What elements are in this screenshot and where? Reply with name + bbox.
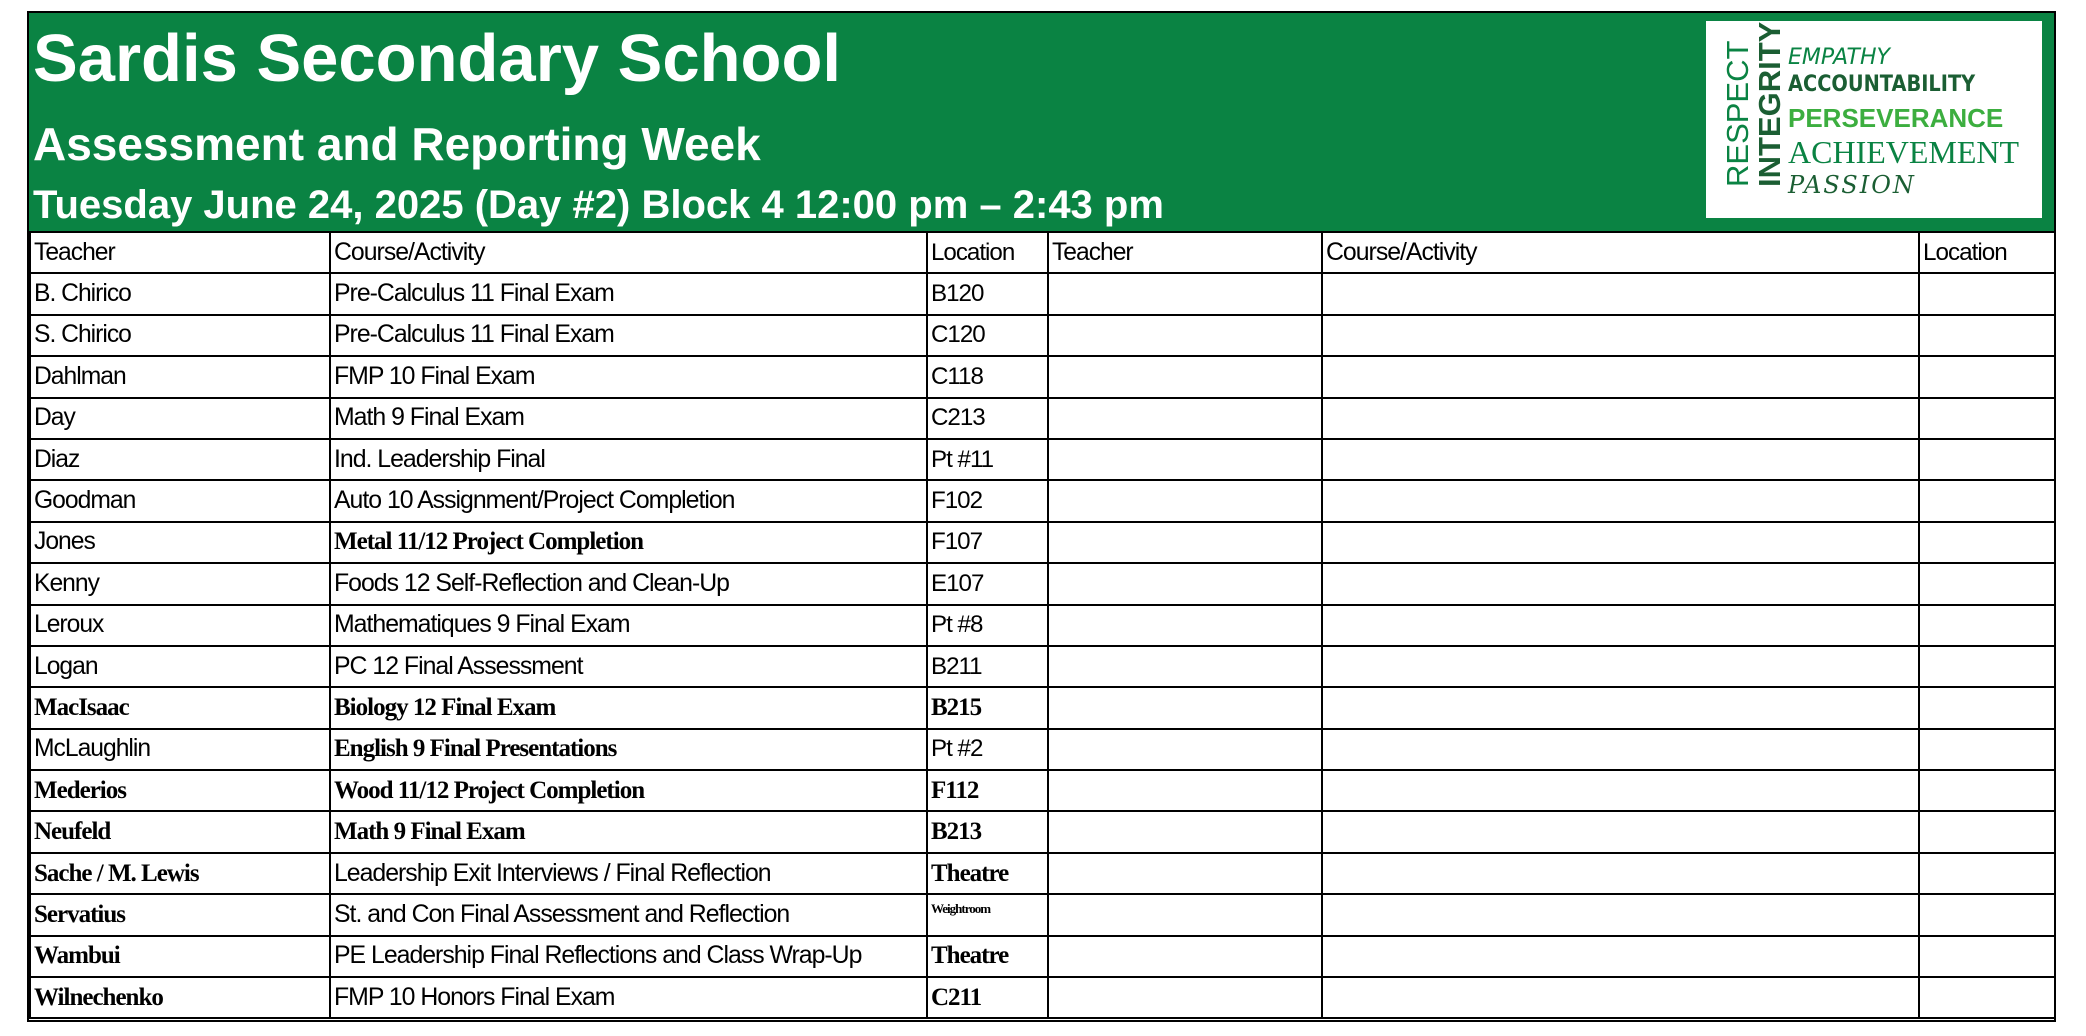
- location-cell: C213: [927, 398, 1048, 439]
- table-row: [30, 853, 2055, 894]
- page-subtitle: Assessment and Reporting Week: [33, 118, 761, 170]
- empty-course-cell: [1322, 770, 1919, 811]
- column-header-location-2: Location: [1919, 232, 2055, 273]
- location-cell: Theatre: [927, 936, 1048, 977]
- course-cell: FMP 10 Final Exam: [330, 356, 927, 397]
- empty-course-cell: [1322, 977, 1919, 1018]
- teacher-cell: Leroux: [30, 605, 330, 646]
- teacher-cell: Day: [30, 398, 330, 439]
- empty-location-cell: [1919, 522, 2055, 563]
- column-header-teacher-2: Teacher: [1048, 232, 1322, 273]
- table-row: [30, 273, 2055, 314]
- teacher-cell: Sache / M. Lewis: [30, 853, 330, 894]
- empty-location-cell: [1919, 770, 2055, 811]
- table-row: [30, 398, 2055, 439]
- teacher-cell: Logan: [30, 646, 330, 687]
- logo-word-integrity: INTEGRITY: [1752, 21, 1787, 187]
- teacher-cell: Wilnechenko: [30, 977, 330, 1018]
- column-header-course: Course/Activity: [330, 232, 927, 273]
- schedule-table: [29, 231, 2056, 1019]
- empty-course-cell: [1322, 811, 1919, 852]
- table-row: [30, 563, 2055, 604]
- empty-course-cell: [1322, 687, 1919, 728]
- course-cell: Metal 11/12 Project Completion: [330, 522, 927, 563]
- empty-teacher-cell: [1048, 480, 1322, 521]
- page-title: Sardis Secondary School: [33, 21, 841, 96]
- course-cell: Math 9 Final Exam: [330, 398, 927, 439]
- empty-teacher-cell: [1048, 811, 1322, 852]
- empty-location-cell: [1919, 977, 2055, 1018]
- teacher-cell: Goodman: [30, 480, 330, 521]
- course-cell: FMP 10 Honors Final Exam: [330, 977, 927, 1018]
- teacher-cell: Neufeld: [30, 811, 330, 852]
- column-header-location: Location: [927, 232, 1048, 273]
- empty-teacher-cell: [1048, 398, 1322, 439]
- empty-teacher-cell: [1048, 315, 1322, 356]
- location-cell: B120: [927, 273, 1048, 314]
- table-row: [30, 522, 2055, 563]
- empty-course-cell: [1322, 356, 1919, 397]
- location-cell: B215: [927, 687, 1048, 728]
- empty-teacher-cell: [1048, 605, 1322, 646]
- course-cell: Biology 12 Final Exam: [330, 687, 927, 728]
- location-cell: B211: [927, 646, 1048, 687]
- teacher-cell: MacIsaac: [30, 687, 330, 728]
- teacher-cell: Dahlman: [30, 356, 330, 397]
- logo-word-passion: PASSION: [1788, 171, 1916, 199]
- course-cell: PE Leadership Final Reflections and Class Wrap-Up: [330, 936, 927, 977]
- course-cell: Leadership Exit Interviews / Final Reflection: [330, 853, 927, 894]
- table-row: [30, 729, 2055, 770]
- schedule-table-wrap: [29, 231, 2054, 1020]
- teacher-cell: B. Chirico: [30, 273, 330, 314]
- course-cell: Foods 12 Self-Reflection and Clean-Up: [330, 563, 927, 604]
- empty-teacher-cell: [1048, 646, 1322, 687]
- empty-course-cell: [1322, 439, 1919, 480]
- location-cell: F107: [927, 522, 1048, 563]
- location-cell: Weightroom: [927, 894, 1048, 935]
- empty-course-cell: [1322, 398, 1919, 439]
- empty-teacher-cell: [1048, 729, 1322, 770]
- course-cell: Mathematiques 9 Final Exam: [330, 605, 927, 646]
- location-cell: F112: [927, 770, 1048, 811]
- empty-course-cell: [1322, 894, 1919, 935]
- empty-teacher-cell: [1048, 563, 1322, 604]
- empty-teacher-cell: [1048, 522, 1322, 563]
- course-cell: Auto 10 Assignment/Project Completion: [330, 480, 927, 521]
- empty-location-cell: [1919, 398, 2055, 439]
- table-row: [30, 770, 2055, 811]
- location-cell: Pt #8: [927, 605, 1048, 646]
- empty-course-cell: [1322, 480, 1919, 521]
- empty-location-cell: [1919, 853, 2055, 894]
- location-cell: C211: [927, 977, 1048, 1018]
- empty-teacher-cell: [1048, 687, 1322, 728]
- empty-teacher-cell: [1048, 356, 1322, 397]
- course-cell: PC 12 Final Assessment: [330, 646, 927, 687]
- table-row: [30, 605, 2055, 646]
- logo-word-achievement: ACHIEVEMENT: [1788, 134, 2020, 170]
- logo-word-accountability: ACCOUNTABILITY: [1788, 72, 1976, 97]
- logo-word-perseverance: PERSEVERANCE: [1788, 103, 2004, 133]
- empty-location-cell: [1919, 687, 2055, 728]
- column-header-course-2: Course/Activity: [1322, 232, 1919, 273]
- teacher-cell: S. Chirico: [30, 315, 330, 356]
- teacher-cell: Jones: [30, 522, 330, 563]
- table-row: [30, 439, 2055, 480]
- location-cell: B213: [927, 811, 1048, 852]
- teacher-cell: Wambui: [30, 936, 330, 977]
- empty-location-cell: [1919, 480, 2055, 521]
- empty-location-cell: [1919, 811, 2055, 852]
- teacher-cell: Kenny: [30, 563, 330, 604]
- empty-course-cell: [1322, 563, 1919, 604]
- course-cell: Pre-Calculus 11 Final Exam: [330, 315, 927, 356]
- empty-location-cell: [1919, 563, 2055, 604]
- empty-location-cell: [1919, 894, 2055, 935]
- empty-location-cell: [1919, 273, 2055, 314]
- course-cell: Wood 11/12 Project Completion: [330, 770, 927, 811]
- table-row: [30, 646, 2055, 687]
- table-header-row: [30, 232, 2055, 273]
- teacher-cell: Servatius: [30, 894, 330, 935]
- empty-course-cell: [1322, 936, 1919, 977]
- schedule-sheet: [27, 11, 2056, 1022]
- course-cell: Ind. Leadership Final: [330, 439, 927, 480]
- empty-teacher-cell: [1048, 936, 1322, 977]
- empty-teacher-cell: [1048, 439, 1322, 480]
- empty-course-cell: [1322, 273, 1919, 314]
- empty-course-cell: [1322, 729, 1919, 770]
- empty-location-cell: [1919, 936, 2055, 977]
- empty-location-cell: [1919, 605, 2055, 646]
- empty-teacher-cell: [1048, 770, 1322, 811]
- empty-location-cell: [1919, 315, 2055, 356]
- course-cell: St. and Con Final Assessment and Reflection: [330, 894, 927, 935]
- empty-location-cell: [1919, 646, 2055, 687]
- empty-location-cell: [1919, 356, 2055, 397]
- location-cell: C118: [927, 356, 1048, 397]
- empty-teacher-cell: [1048, 894, 1322, 935]
- table-row: [30, 315, 2055, 356]
- location-cell: Theatre: [927, 853, 1048, 894]
- header-banner: [29, 13, 2054, 231]
- location-cell: E107: [927, 563, 1048, 604]
- table-row: [30, 811, 2055, 852]
- table-row: [30, 894, 2055, 935]
- location-cell: Pt #11: [927, 439, 1048, 480]
- empty-course-cell: [1322, 605, 1919, 646]
- course-cell: English 9 Final Presentations: [330, 729, 927, 770]
- teacher-cell: Mederios: [30, 770, 330, 811]
- empty-location-cell: [1919, 729, 2055, 770]
- table-row: [30, 480, 2055, 521]
- location-cell: Pt #2: [927, 729, 1048, 770]
- logo-word-empathy: EMPATHY: [1788, 45, 1890, 70]
- empty-course-cell: [1322, 646, 1919, 687]
- table-row: [30, 356, 2055, 397]
- school-values-logo: [1706, 21, 2042, 218]
- column-header-teacher: Teacher: [30, 232, 330, 273]
- date-line: Tuesday June 24, 2025 (Day #2) Block 4 12:00 pm – 2:43 pm: [33, 183, 1164, 227]
- empty-teacher-cell: [1048, 977, 1322, 1018]
- table-row: [30, 687, 2055, 728]
- location-cell: F102: [927, 480, 1048, 521]
- empty-teacher-cell: [1048, 273, 1322, 314]
- course-cell: Math 9 Final Exam: [330, 811, 927, 852]
- empty-course-cell: [1322, 522, 1919, 563]
- location-cell: C120: [927, 315, 1048, 356]
- logo-word-respect: RESPECT: [1720, 40, 1755, 187]
- empty-course-cell: [1322, 853, 1919, 894]
- table-row: [30, 977, 2055, 1018]
- empty-course-cell: [1322, 315, 1919, 356]
- teacher-cell: McLaughlin: [30, 729, 330, 770]
- empty-location-cell: [1919, 439, 2055, 480]
- empty-teacher-cell: [1048, 853, 1322, 894]
- teacher-cell: Diaz: [30, 439, 330, 480]
- table-row: [30, 936, 2055, 977]
- course-cell: Pre-Calculus 11 Final Exam: [330, 273, 927, 314]
